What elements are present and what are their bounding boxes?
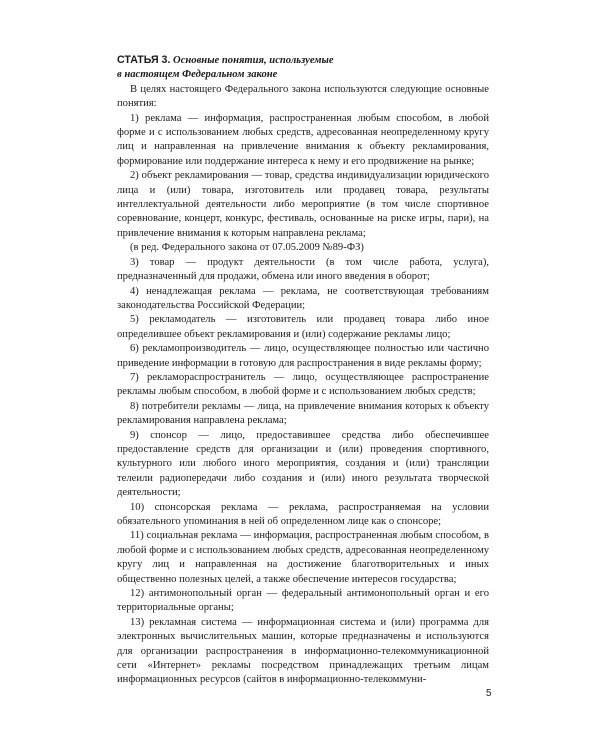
page-number: 5 [486,688,492,699]
definition-sponsor: 9) спонсор — лицо, предоставившее средства либо обеспечившее предоставление средств для организации и (или) проведения спортивного, культурного или любого иного мероприятия, создания и (или) трансляции телеили радиопередачи либо создания и (или) иного результата творческой деятельности; [117,429,489,499]
article-heading [117,53,489,83]
definition-advertiser: 5) рекламодатель — изготовитель или продавец товара либо иное определившее объект рекламирования и (или) содержание рекламы лицо; [117,314,489,340]
definition-social-advertising: 11) социальная реклама — информация, распространенная любым способом, в любой форме и с использованием любых средств, адресованная неопределенному кругу лиц и направленная на достижение благотворительных и иных общественно полезных целей, а также обеспечение интересов государства; [117,530,489,585]
paragraph-intro: В целях настоящего Федерального закона используются следующие основные понятия: [117,83,489,110]
definition-advertising-producer: 6) рекламопроизводитель — лицо, осуществляющее полностью или частично приведение информации в готовую для распространения в виде рекламы форму; [117,343,489,369]
article-title-line1: Основные понятия, используемые [173,55,334,66]
definition-advertising-distributor: 7) рекламораспространитель — лицо, осуществляющее распространение рекламы любым способом, в любой форме и с использованием любых средств; [117,371,489,398]
definition-advertising-object: 2) объект рекламирования — товар, средства индивидуализации юридического лица и (или) товара, изготовитель или продавец товара, результаты интеллектуальной деятельности либо мероприятие (в том числе спортивное соревнование, концерт, конкурс, фестиваль, основанные на риске игры, пари), на привлечение внимания к которым направлена реклама; [117,170,489,239]
definition-advertising: 1) реклама — информация, распространенная любым способом, в любой форме и с использованием любых средств, адресованная неопределенному кругу лиц и направленная на привлечение внимания к объекту рекламирования, формирование или поддержание интереса к нему и его продвижение на рынке; [117,112,489,167]
definition-improper-advertising: 4) ненадлежащая реклама — реклама, не соответствующая требованиям законодательства Российской Федерации; [117,285,489,311]
page-body [117,53,489,688]
definition-advertising-system: 13) рекламная система — информационная система и (или) программа для электронных вычислительных машин, которые предназначены и используются для организации распространения в информационно-телекоммуникационной сети «Интернет» рекламы посредством принадлежащих третьим лицам информационных ресурсов (сайтов в информационно-телекоммуни- [117,616,489,686]
definition-advertising-consumers: 8) потребители рекламы — лица, на привлечение внимания которых к объекту рекламирования направлена реклама; [117,400,489,427]
definition-antimonopoly-body: 12) антимонопольный орган — федеральный антимонопольный орган и его территориальные органы; [117,588,489,614]
definition-sponsored-advertising: 10) спонсорская реклама — реклама, распространяемая на условии обязательного упоминания в ней об определенном лице как о спонсоре; [117,501,489,527]
article-title-line2: в настоящем Федеральном законе [117,69,278,81]
definition-goods: 3) товар — продукт деятельности (в том числе работа, услуга), предназначенный для продажи, обмена или иного введения в оборот; [117,256,489,283]
amendment-note: (в ред. Федерального закона от 07.05.2009 №89-ФЗ) [130,242,364,254]
article-number: СТАТЬЯ 3. [117,54,171,66]
